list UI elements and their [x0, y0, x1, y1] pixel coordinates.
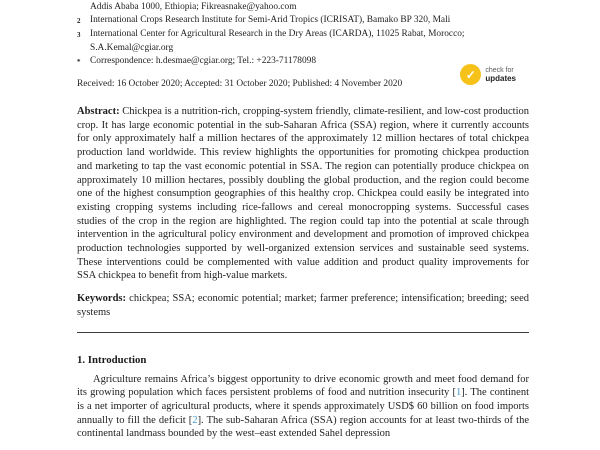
affiliation-text: International Crops Research Institute for Semi-Arid Tropics (ICRISAT), Bamako BP 320, Mali: [90, 15, 451, 26]
affiliations-block: [77, 1, 529, 69]
check-icon: ✓: [460, 64, 481, 85]
affiliation-marker: 3: [77, 31, 81, 40]
correspondence-line: [77, 55, 529, 69]
page-content: [77, 1, 529, 441]
affiliation-line: [77, 28, 529, 54]
keywords-label: Keywords:: [77, 293, 126, 305]
affiliation-marker: 2: [77, 17, 81, 26]
affiliation-marker: *: [77, 57, 81, 66]
abstract-text: Chickpea is a nutrition-rich, cropping-system friendly, climate-resilient, and low-cost production crop. It has large economic potential in the sub-Saharan Africa (SSA) region, where it currently accounts for only approximately half a million hectares of the approximately 12 million hectares of total chickpea production land worldwide. This review highlights the opportunities for promoting chickpea production and marketing to tap the vast economic potential in SSA. The region can potentially produce chickpea on approximately 10 million hectares, possibly doubling the global production, and the region could become one of the highest consumption geographies of this healthy crop. Chickpea could easily be integrated into existing cropping systems including rice-fallows and cereal monocropping systems. Successful cases studies of the crop in the region are highlighted. The region could tap into the potential at scale through intervention in the agricultural policy environment and development and promotion of improved chickpea production technologies supported by well-organized extension services and sustainable seed systems. These interventions could be complemented with value addition and product quality improvements for SSA chickpea to benefit from high-value markets.: [77, 106, 529, 282]
intro-text: ]. The continent is a net importer of agricultural products, where it spends approximately USD$ 60 billion on food imports annually to fill the deficit [: [77, 387, 529, 426]
keywords-paragraph: [77, 292, 529, 319]
intro-text: ]. The sub-Saharan Africa (SSA) region accounts for at least two-thirds of the continental landmass bounded by the west–east extended Sahel depression: [77, 414, 529, 440]
affiliation-marker: [77, 1, 90, 14]
citation-link-2[interactable]: 2: [192, 414, 198, 426]
introduction-heading: 1. Introduction: [77, 353, 147, 366]
correspondence-text: Correspondence: h.desmae@cgiar.org; Tel.: +223-71178098: [90, 55, 317, 66]
check-for-updates-label: check for updates: [485, 66, 516, 83]
affiliation-email: S.A.Kemal@cgiar.org: [90, 42, 174, 53]
article-dates: Received: 16 October 2020; Accepted: 31 October 2020; Published: 4 November 2020: [77, 79, 403, 90]
abstract-label: Abstract:: [77, 106, 120, 118]
intro-text: Agriculture remains Africa’s biggest opportunity to drive economic growth and meet food demand for its growing population which faces persistent problems of food and nutrition insecurity [: [77, 373, 529, 399]
affiliation-text: Addis Ababa 1000, Ethiopia; Fikreasnake@yahoo.com: [90, 2, 297, 12]
affiliation-text: International Center for Agricultural Research in the Dry Areas (ICARDA), 11025 Rabat, Morocco; S.A.Kemal@cgiar.org: [90, 28, 529, 54]
affiliation-line: [77, 1, 529, 14]
section-divider: [77, 332, 529, 333]
affiliation-line: [77, 14, 529, 28]
citation-link-1[interactable]: 1: [456, 387, 462, 399]
abstract-paragraph: [77, 105, 529, 283]
keywords-text: chickpea; SSA; economic potential; market; farmer preference; intensification; breeding; seed systems: [77, 293, 529, 318]
intro-paragraph: [77, 373, 529, 442]
